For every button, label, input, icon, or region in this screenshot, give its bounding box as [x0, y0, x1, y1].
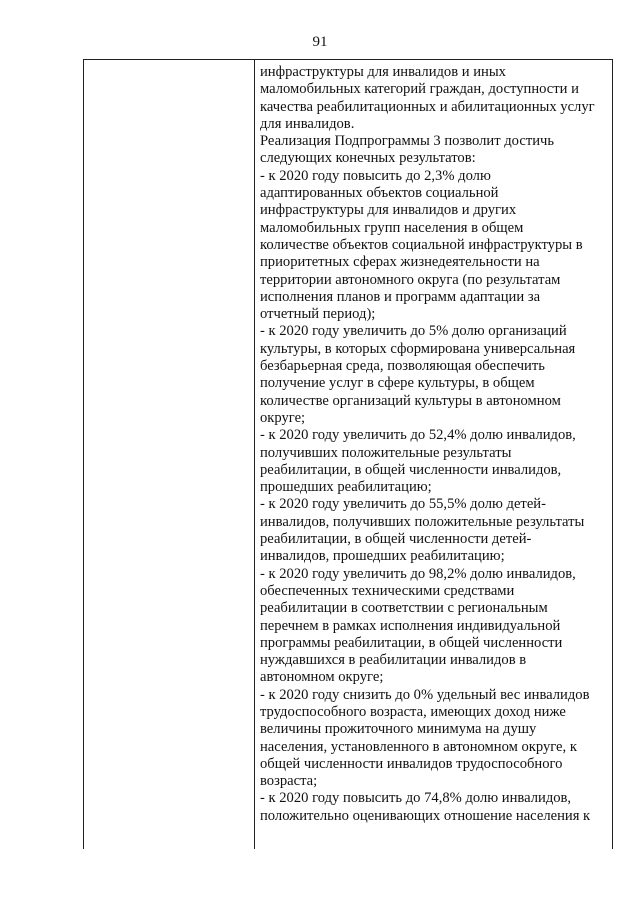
text-line: количестве организаций культуры в автономном [260, 392, 561, 409]
text-line: приоритетных сферах жизнедеятельности на [260, 254, 540, 271]
text-line: реабилитации, в общей численности инвалидов, [260, 461, 562, 478]
text-line: общей численности инвалидов трудоспособного [260, 755, 563, 772]
text-line: инфраструктуры для инвалидов и иных [260, 64, 506, 80]
text-line: качества реабилитационных и абилитационных услуг [260, 98, 595, 115]
text-line: обеспеченных техническими средствами [260, 582, 515, 599]
text-line: положительно оценивающих отношение населения к [260, 807, 591, 824]
text-line: маломобильных категорий граждан, доступности и [260, 81, 579, 98]
text-line: - к 2020 году увеличить до 5% долю организаций [260, 323, 567, 340]
text-line: округе; [260, 409, 306, 426]
text-line: - к 2020 году повысить до 2,3% долю [260, 167, 491, 184]
text-line: перечнем в рамках исполнения индивидуальной [260, 617, 561, 634]
text-line: получивших положительные результаты [260, 444, 512, 461]
page-number: 91 [312, 34, 328, 50]
text-line: отчетный период); [260, 306, 376, 323]
text-line: инвалидов, получивших положительные результаты [260, 513, 585, 530]
text-line: Реализация Подпрограммы 3 позволит достичь [260, 133, 555, 150]
text-line: территории автономного округа (по результатам [260, 271, 561, 288]
text-line: прошедших реабилитацию; [260, 479, 432, 496]
text-line: программы реабилитации, в общей численности [260, 634, 563, 651]
text-line: нуждавшихся в реабилитации инвалидов в [260, 652, 527, 669]
text-line: следующих конечных результатов: [260, 150, 476, 167]
text-line: исполнения планов и программ адаптации за [260, 288, 541, 305]
text-line: населения, установленного в автономном округе, к [260, 738, 577, 755]
text-line: получение услуг в сфере культуры, в общем [260, 375, 535, 392]
text-line: трудоспособного возраста, имеющих доход ниже [260, 703, 566, 720]
text-line: - к 2020 году снизить до 0% удельный вес инвалидов [260, 686, 590, 703]
text-line: возраста; [260, 773, 318, 790]
text-line: реабилитации, в общей численности детей- [260, 531, 532, 548]
text-line: культуры, в которых сформирована универсальная [260, 340, 576, 357]
text-line: адаптированных объектов социальной [260, 185, 499, 202]
text-line: инвалидов, прошедших реабилитацию; [260, 548, 505, 565]
text-line: количестве объектов социальной инфраструктуры в [260, 236, 583, 253]
text-line: реабилитации в соответствии с региональным [260, 600, 548, 617]
text-line: маломобильных групп населения в общем [260, 219, 524, 236]
text-line: величины прожиточного минимума на душу [260, 721, 537, 738]
text-line: - к 2020 году увеличить до 98,2% долю инвалидов, [260, 565, 576, 582]
text-line: инфраструктуры для инвалидов и других [260, 202, 517, 219]
text-line: - к 2020 году увеличить до 52,4% долю инвалидов, [260, 427, 576, 444]
document-table [83, 59, 613, 849]
text-line: автономном округе; [260, 669, 384, 686]
text-line: для инвалидов. [260, 115, 355, 132]
text-line: безбарьерная среда, позволяющая обеспечить [260, 358, 545, 375]
table-column-divider [254, 60, 255, 849]
table-cell-text [260, 64, 612, 825]
text-line: - к 2020 году повысить до 74,8% долю инвалидов, [260, 790, 572, 807]
text-line: - к 2020 году увеличить до 55,5% долю детей- [260, 496, 546, 513]
